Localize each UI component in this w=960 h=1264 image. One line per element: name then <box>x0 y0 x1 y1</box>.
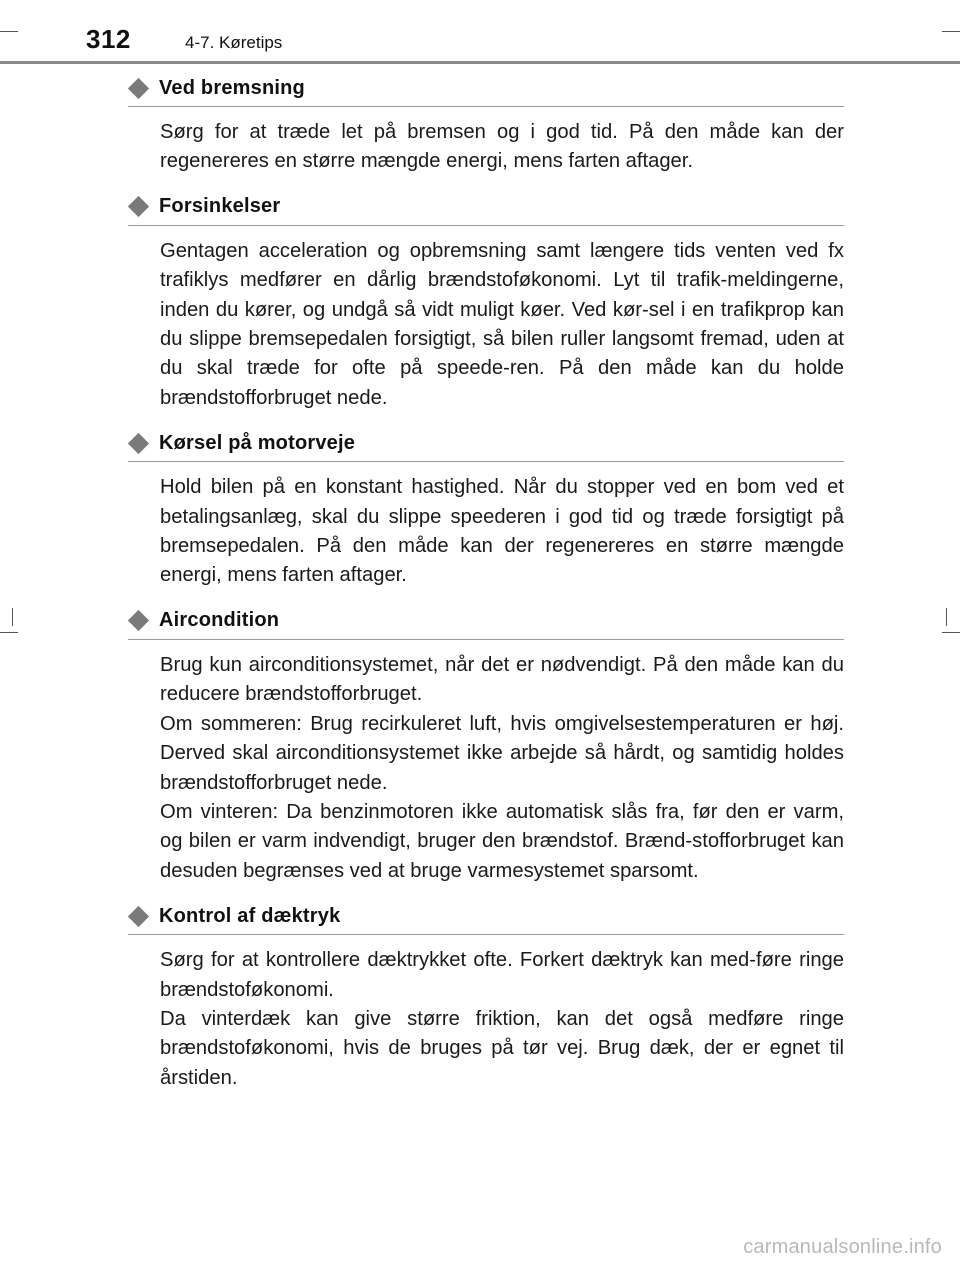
crop-mark <box>12 608 13 626</box>
chapter-title: 4-7. Køretips <box>185 33 283 52</box>
paragraph: Da vinterdæk kan give større friktion, kan det også medføre ringe brændstoføkonomi, hvis de bruges på tør vej. Brug dæk, der er egnet til årstiden. <box>160 1007 844 1089</box>
paragraph: Om vinteren: Da benzinmotoren ikke automatisk slås fra, før den er varm, og bilen er varm indvendigt, bruger den brændstof. Brænd-stofforbruget kan desuden begrænses ved at bruge varmesystemet sparsomt. <box>160 800 844 882</box>
paragraph: Sørg for at kontrollere dæktrykket ofte. Forkert dæktryk kan med-føre ringe brændstoføkonomi. <box>160 949 844 1001</box>
crop-mark <box>946 608 947 626</box>
section-kontrol-af-daektryk <box>128 898 844 1093</box>
paragraph: Sørg for at træde let på bremsen og i god tid. På den måde kan der regenereres en større mængde energi, mens farten aftager. <box>160 121 844 173</box>
section-title: Kørsel på motorveje <box>159 431 356 454</box>
paragraph: Gentagen acceleration og opbremsning samt længere tids venten ved fx trafiklys medfører en dårlig brændstoføkonomi. Lyt til trafik-meldingerne, inden du kører, og undgå så vidt muligt køer. Ved kør-sel i en trafikprop kan du slippe bremsepedalen forsigtigt, så bilen ruller langsomt fremad, uden at du skal træde for ofte på speede-ren. På den måde kan du holde brændstofforbruget nede. <box>160 239 844 409</box>
paragraph: Hold bilen på en konstant hastighed. Når du stopper ved en bom ved et betalingsanlæg, skal du slippe speederen i god tid og træde forsigtigt på bremsepedalen. På den måde kan der regenereres en større mængde energi, mens farten aftager. <box>160 476 844 587</box>
section-aircondition <box>128 603 844 886</box>
paragraph: Om sommeren: Brug recirkuleret luft, hvis omgivelsestemperaturen er høj. Derved skal airconditionsystemet ikke arbejde så hårdt, og samtidig holdes brændstofforbruget nede. <box>160 712 844 794</box>
section-body <box>128 107 844 177</box>
section-body <box>128 462 844 591</box>
section-heading <box>128 603 844 640</box>
diamond-bullet-icon <box>128 77 149 98</box>
crop-mark <box>0 632 18 633</box>
section-forsinkelser <box>128 189 844 413</box>
section-title: Kontrol af dæktryk <box>159 904 341 927</box>
page-number: 312 <box>86 24 131 54</box>
section-korsel-pa-motorveje <box>128 425 844 591</box>
section-title: Aircondition <box>159 609 280 632</box>
diamond-bullet-icon <box>128 906 149 927</box>
diamond-bullet-icon <box>128 610 149 631</box>
section-title: Ved bremsning <box>159 76 305 99</box>
watermark: carmanualsonline.info <box>743 1236 942 1258</box>
section-heading <box>128 425 844 462</box>
section-ved-bremsning <box>128 70 844 177</box>
crop-mark <box>942 632 960 633</box>
diamond-bullet-icon <box>128 196 149 217</box>
section-title: Forsinkelser <box>159 195 281 218</box>
paragraph: Brug kun airconditionsystemet, når det er nødvendigt. På den måde kan du reducere brændstofforbruget. <box>160 653 844 706</box>
section-heading <box>128 898 844 935</box>
page-header <box>0 0 960 62</box>
section-body <box>128 226 844 413</box>
section-heading <box>128 70 844 107</box>
section-heading <box>128 189 844 226</box>
diamond-bullet-icon <box>128 433 149 454</box>
section-body <box>128 935 844 1093</box>
header-divider <box>0 61 960 64</box>
section-body <box>128 640 844 886</box>
page-content <box>128 70 844 1093</box>
